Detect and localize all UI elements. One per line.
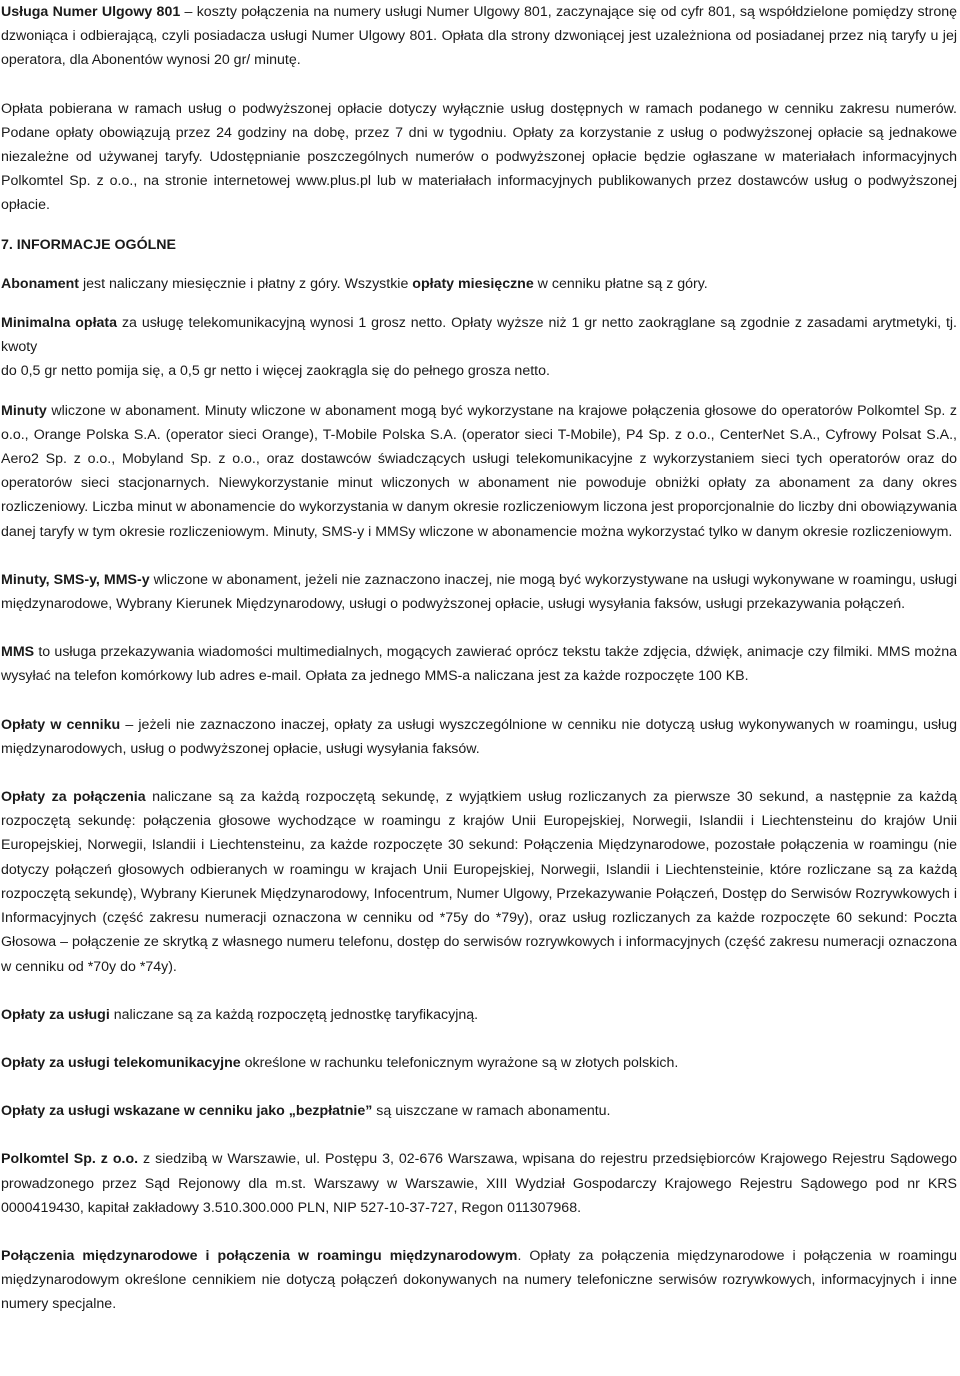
bold-term: Abonament — [1, 275, 80, 292]
paragraph-text: z siedzibą w Warszawie, ul. Postępu 3, 02-676 Warszawa, wpisana do rejestru przedsiębiorców Krajowego Rejestru Sądowego prowadzonego przez Sąd Rejonowy dla m.st. Warszawy w Warszawie, XIII Wydział Gospodarczy Krajowego Rejestru Sądowego pod nr KRS 0000419430, kapitał zakładowy 3.510.300.000 PLN, NIP 527-10-37-727, Regon 011307968. — [1, 1151, 957, 1216]
paragraph-minuty-sms-mms — [1, 568, 957, 616]
paragraph-bezplatnie — [1, 1099, 957, 1123]
paragraph-oplaty-za-uslugi — [1, 1003, 957, 1027]
paragraph-mms — [1, 640, 957, 688]
bold-term: Minuty, SMS-y, MMS-y — [1, 571, 150, 588]
spacer — [1, 979, 957, 1003]
bold-term: Połączenia międzynarodowe i połączenia w roamingu międzynarodowym — [1, 1247, 518, 1264]
bold-term: opłaty miesięczne — [412, 275, 534, 292]
bold-term: Opłaty za usługi wskazane w cenniku jako „bezpłatnie” — [1, 1103, 373, 1120]
paragraph-podwyzszona-oplata — [1, 97, 957, 218]
paragraph-polkomtel — [1, 1147, 957, 1220]
spacer — [1, 1075, 957, 1099]
section-heading: 7. INFORMACJE OGÓLNE — [1, 236, 176, 253]
spacer — [1, 73, 957, 97]
bold-term: Opłaty za usługi telekomunikacyjne — [1, 1054, 241, 1071]
paragraph-text: – jeżeli nie zaznaczono inaczej, opłaty za usługi wyszczególnione w cenniku nie dotyczą usług wykonywanych w roamingu, usług międzynarodowych, usług o podwyższonej opłacie, usługi wysyłania faksów. — [1, 716, 957, 757]
paragraph-numer-ulgowy — [1, 0, 957, 73]
paragraph-text: . Opłaty za połączenia międzynarodowe i połączenia w roamingu międzynarodowym określone cennikiem nie dotyczą połączeń dokonywanych na numery telefoniczne serwisów rozrywkowych, informacyjnych i inne numery specjalne. — [1, 1247, 957, 1313]
bold-term: Usługa Numer Ulgowy 801 — [1, 4, 181, 20]
bold-term: MMS — [1, 644, 35, 661]
paragraph-oplaty-w-cenniku — [1, 713, 957, 761]
paragraph-text: w cenniku płatne są z góry. — [533, 275, 708, 292]
bold-term: Minuty — [1, 402, 47, 419]
spacer — [1, 257, 957, 272]
bold-term: Minimalna opłata — [1, 315, 118, 332]
paragraph-text: są uiszczane w ramach abonamentu. — [372, 1103, 611, 1120]
paragraph-text: naliczane są za każdą rozpoczętą jednostkę taryfikacyjną. — [109, 1006, 479, 1023]
paragraph-minuty — [1, 399, 957, 544]
paragraph-text: do 0,5 gr netto pomija się, a 0,5 gr netto i więcej zaokrągla się do pełnego grosza netto. — [1, 363, 550, 380]
spacer — [1, 689, 957, 713]
paragraph-text: jest naliczany miesięcznie i płatny z góry. Wszystkie — [79, 275, 413, 292]
spacer — [1, 296, 957, 311]
paragraph-polaczenia-miedzynarodowe — [1, 1244, 957, 1317]
paragraph-text: określone w rachunku telefonicznym wyrażone są w złotych polskich. — [240, 1054, 679, 1071]
paragraph-text: Opłata pobierana w ramach usług o podwyższonej opłacie dotyczy wyłącznie usług dostępnych w ramach podanego w cenniku zakresu numerów. Podane opłaty obowiązują przez 24 godziny na dobę, przez 7 dni w tygodniu. Opłaty za korzystanie z usług o podwyższonej opłacie są jednakowe niezależne od używanej taryfy. Udostępnianie poszczególnych numerów o podwyższonej opłacie będzie ogłaszane w materiałach informacyjnych Polkomtel Sp. z o.o., na stronie internetowej www.plus.pl lub w materiałach informacyjnych publikowanych przez dostawców usług o podwyższonej opłacie. — [1, 100, 957, 214]
paragraph-uslugi-telekomunikacyjne — [1, 1051, 957, 1075]
paragraph-text: – koszty połączenia na numery usługi Numer Ulgowy 801, zaczynające się od cyfr 801, są współdzielone pomiędzy stronę dzwoniąca i odbierającą, czyli posiadacza usługi Numer Ulgowy 801. Opłata dla strony dzwoniącej jest uzależniona od posiadanej przez nią taryfy u jej operatora, dla Abonentów wynosi 20 gr/ minutę. — [1, 4, 957, 69]
bold-term: Opłaty za usługi — [1, 1006, 110, 1023]
spacer — [1, 1027, 957, 1051]
paragraph-text: za usługę telekomunikacyjną wynosi 1 grosz netto. Opłaty wyższe niż 1 gr netto zaokrąglane są zgodnie z zasadami arytmetyki, tj. kwoty — [1, 315, 957, 356]
bold-term: Polkomtel Sp. z o.o. — [1, 1151, 139, 1168]
paragraph-abonament — [1, 272, 957, 296]
spacer — [1, 1220, 957, 1244]
paragraph-minimalna-oplata — [1, 311, 957, 359]
spacer — [1, 616, 957, 640]
paragraph-minimalna-oplata-cont — [1, 359, 957, 383]
spacer — [1, 544, 957, 568]
spacer — [1, 384, 957, 399]
spacer — [1, 761, 957, 785]
bold-term: Opłaty w cenniku — [1, 716, 121, 733]
paragraph-text: to usługa przekazywania wiadomości multimedialnych, mogących zawierać oprócz tekstu także zdjęcia, dźwięk, animacje czy filmiki. MMS można wysyłać na telefon komórkowy lub adres e-mail. Opłata za jednego MMS-a naliczana jest za każde rozpoczęte 100 KB. — [1, 644, 957, 685]
paragraph-text: wliczone w abonament. Minuty wliczone w abonament mogą być wykorzystane na krajowe połączenia głosowe do operatorów Polkomtel Sp. z o.o., Orange Polska S.A. (operator sieci Orange), T-Mobile Polska S.A. (operator sieci T-Mobile), P4 Sp. z o.o., CenterNet S.A., Cyfrowy Polsat S.A., Aero2 Sp. z o.o., Mobyland Sp. z o.o., oraz dostawców świadczących usługi telekomunikacyjne z wykorzystaniem sieci tych operatorów oraz do operatorów sieci stacjonarnych. Niewykorzystanie minut wliczonych w abonament nie powoduje obniżki opłaty za abonament za dany okres rozliczeniowy. Liczba minut w abonamencie do wykorzystania w danym okresie rozliczeniowym liczona jest proporcjonalnie do liczby dni obowiązywania danej taryfy w tym okresie rozliczeniowym. Minuty, SMS-y i MMSy wliczone w abonamencie można wykorzystać tylko w danym okresie rozliczeniowym. — [1, 402, 957, 540]
spacer — [1, 1123, 957, 1147]
paragraph-text: wliczone w abonament, jeżeli nie zaznaczono inaczej, nie mogą być wykorzystywane na usługi wykonywane w roamingu, usługi międzynarodowe, Wybrany Kierunek Międzynarodowy, usługi o podwyższonej opłacie, usługi wysyłania faksów, usługi przekazywania połączeń. — [1, 571, 957, 613]
spacer — [1, 218, 957, 233]
paragraph-text: naliczane są za każdą rozpoczętą sekundę, z wyjątkiem usług rozliczanych za pierwsze 30 sekund, a następnie za każdą rozpoczętą sekundę: połączenia głosowe wychodzące w roamingu z krajów Unii Europejskiej, Norwegii, Islandii i Liechtensteinu do krajów Unii Europejskiej, Norwegii, Islandii i Liechtensteinu, za każde rozpoczęte 30 sekund: Połączenia Międzynarodowe, pozostałe połączenia w roamingu (nie dotyczy połączeń głosowych odbieranych w roamingu w krajach Unii Europejskiej, Norwegii, Islandii i Liechtensteinie, które rozliczane są za każdą rozpoczętą sekundę), Wybrany Kierunek Międzynarodowy, Infocentrum, Numer Ulgowy, Przekazywanie Połączeń, Dostęp do Serwisów Rozrywkowych i Informacyjnych (część zakresu numeracji oznaczona w cenniku od *75y do *79y), oraz usług rozliczanych za każde rozpoczęte 60 sekund: Poczta Głosowa – połączenie ze skrytką z własnego numeru telefonu, dostęp do serwisów rozrywkowych i informacyjnych (część zakresu numeracji oznaczona w cenniku od *70y do *74y). — [1, 789, 957, 975]
bold-term: Opłaty za połączenia — [1, 789, 146, 806]
paragraph-oplaty-za-polaczenia — [1, 785, 957, 979]
